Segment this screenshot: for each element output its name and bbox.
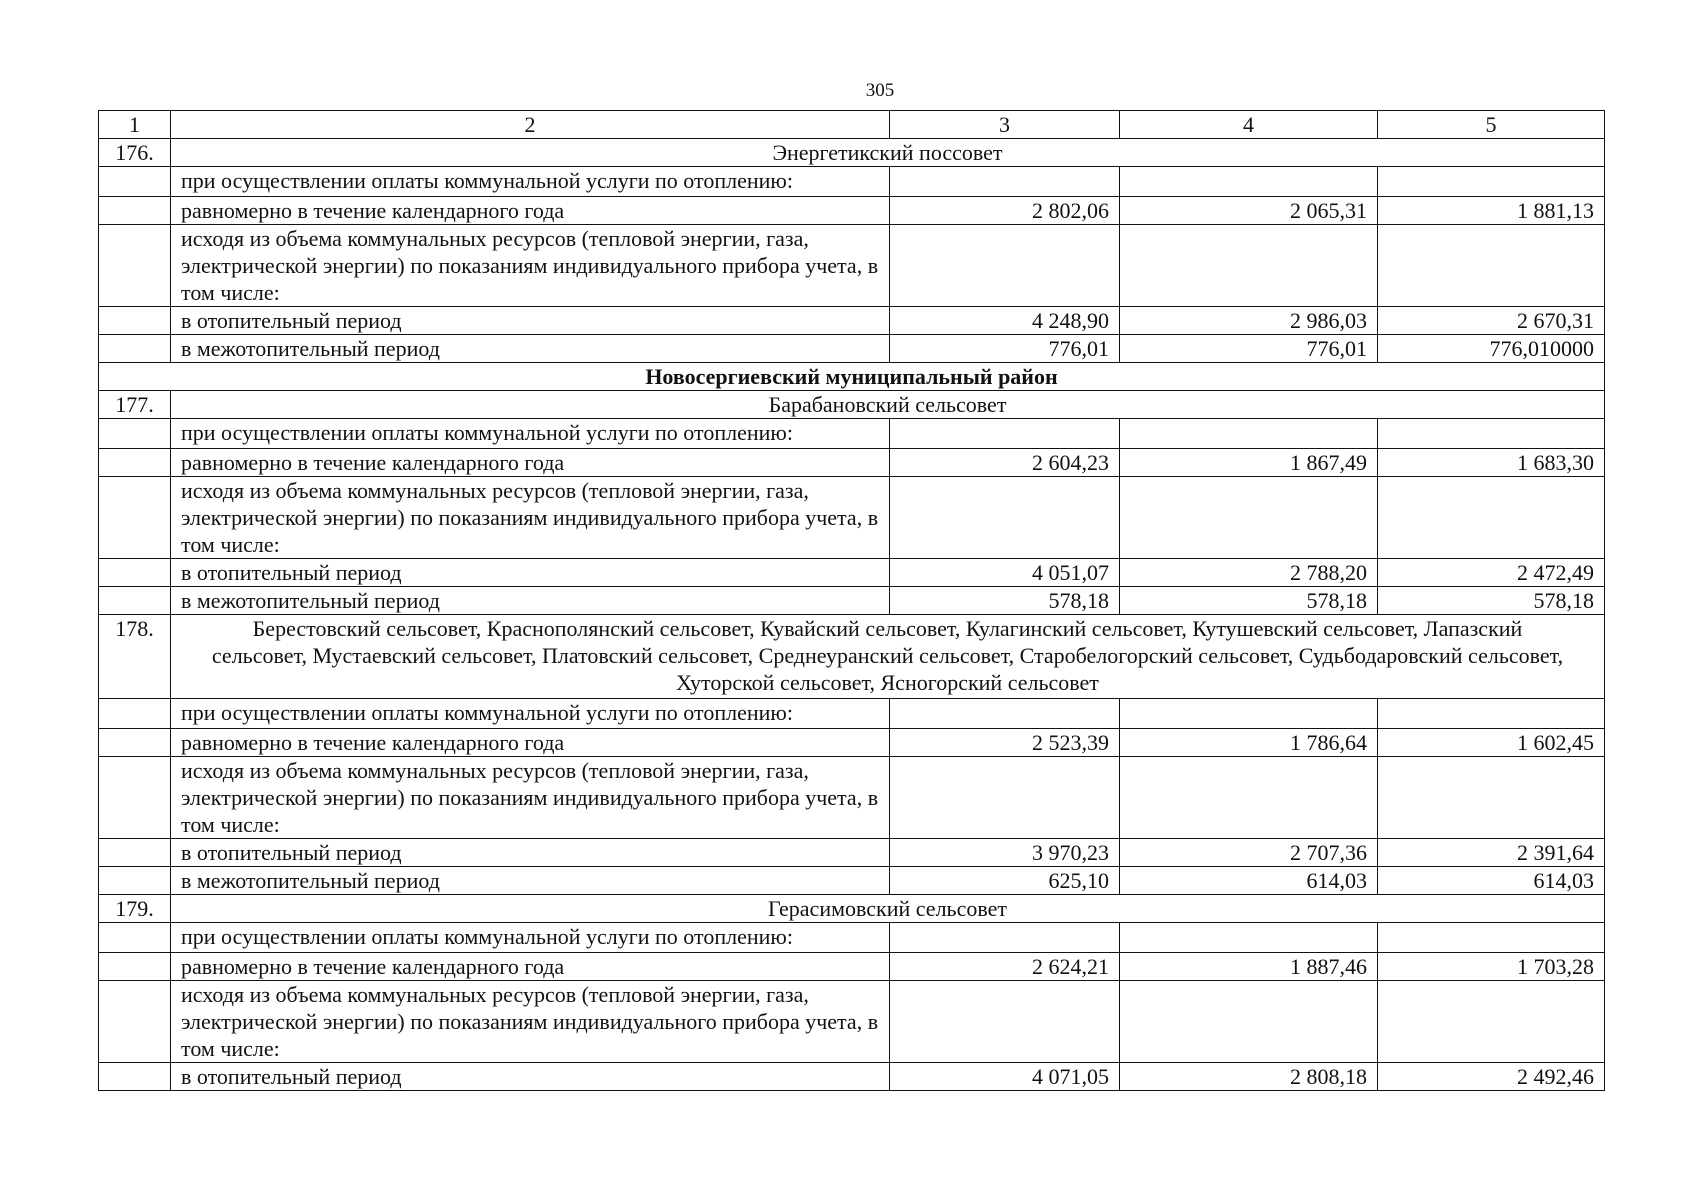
entry-number: 176.: [99, 139, 171, 167]
value-cell: 2 788,20: [1120, 559, 1378, 587]
header-row: [99, 111, 1605, 139]
value-cell: 625,10: [890, 867, 1120, 895]
value-cell: 776,01: [1120, 335, 1378, 363]
entry-number: 177.: [99, 391, 171, 419]
row-label: исходя из объема коммунальных ресурсов (тепловой энергии, газа, электрической энергии) по показаниям индивидуального прибора учета, в том числе:: [171, 225, 890, 307]
tariff-table: [98, 110, 1605, 1091]
value-cell: 2 707,36: [1120, 839, 1378, 867]
row-label: исходя из объема коммунальных ресурсов (тепловой энергии, газа, электрической энергии) по показаниям индивидуального прибора учета, в том числе:: [171, 757, 890, 839]
table-row: [99, 699, 1605, 729]
table-row: [99, 225, 1605, 307]
value-cell: 2 986,03: [1120, 307, 1378, 335]
value-cell: 2 802,06: [890, 197, 1120, 225]
row-label: в межотопительный период: [171, 335, 890, 363]
row-label: исходя из объема коммунальных ресурсов (тепловой энергии, газа, электрической энергии) по показаниям индивидуального прибора учета, в том числе:: [171, 477, 890, 559]
table-row: [99, 729, 1605, 757]
row-label: равномерно в течение календарного года: [171, 197, 890, 225]
value-cell: 578,18: [890, 587, 1120, 615]
row-label: при осуществлении оплаты коммунальной услуги по отоплению:: [171, 167, 890, 197]
entry-title-row: [99, 615, 1605, 699]
table-row: [99, 335, 1605, 363]
entry-name: Герасимовский сельсовет: [171, 895, 1605, 923]
value-cell: 2 492,46: [1378, 1063, 1605, 1091]
row-label: при осуществлении оплаты коммунальной услуги по отоплению:: [171, 923, 890, 953]
table-row: [99, 307, 1605, 335]
value-cell: 614,03: [1378, 867, 1605, 895]
value-cell: 578,18: [1378, 587, 1605, 615]
row-label: равномерно в течение календарного года: [171, 953, 890, 981]
header-cell: 5: [1378, 111, 1605, 139]
table-row: [99, 419, 1605, 449]
table-row: [99, 953, 1605, 981]
row-label: в отопительный период: [171, 1063, 890, 1091]
value-cell: 4 051,07: [890, 559, 1120, 587]
value-cell: 1 881,13: [1378, 197, 1605, 225]
district-row: [99, 363, 1605, 391]
value-cell: 2 604,23: [890, 449, 1120, 477]
row-label: в отопительный период: [171, 559, 890, 587]
row-label: равномерно в течение календарного года: [171, 729, 890, 757]
value-cell: 2 523,39: [890, 729, 1120, 757]
value-cell: 3 970,23: [890, 839, 1120, 867]
table-row: [99, 167, 1605, 197]
entry-number: 179.: [99, 895, 171, 923]
header-cell: 3: [890, 111, 1120, 139]
row-label: равномерно в течение календарного года: [171, 449, 890, 477]
row-label: при осуществлении оплаты коммунальной услуги по отоплению:: [171, 419, 890, 449]
row-label: в межотопительный период: [171, 867, 890, 895]
entry-name: Берестовский сельсовет, Краснополянский сельсовет, Кувайский сельсовет, Кулагинский сельсовет, Кутушевский сельсовет, Лапазский сельсовет, Мустаевский сельсовет, Платовский сельсовет, Среднеуранский сельсовет, Старобелогорский сельсовет, Судьбодаровский сельсовет, Хуторской сельсовет, Ясногорский сельсовет: [171, 615, 1605, 699]
value-cell: 2 808,18: [1120, 1063, 1378, 1091]
value-cell: 4 071,05: [890, 1063, 1120, 1091]
table-row: [99, 923, 1605, 953]
entry-title-row: [99, 139, 1605, 167]
entry-number: 178.: [99, 615, 171, 699]
table-row: [99, 449, 1605, 477]
value-cell: 2 670,31: [1378, 307, 1605, 335]
table-row: [99, 477, 1605, 559]
district-title: Новосергиевский муниципальный район: [99, 363, 1605, 391]
table-row: [99, 587, 1605, 615]
entry-name: Энергетикский поссовет: [171, 139, 1605, 167]
page-number: 305: [865, 80, 895, 101]
value-cell: 578,18: [1120, 587, 1378, 615]
value-cell: 776,01: [890, 335, 1120, 363]
row-label: при осуществлении оплаты коммунальной услуги по отоплению:: [171, 699, 890, 729]
table-row: [99, 867, 1605, 895]
entry-name: Барабановский сельсовет: [171, 391, 1605, 419]
header-cell: 4: [1120, 111, 1378, 139]
value-cell: 4 248,90: [890, 307, 1120, 335]
entry-title-row: [99, 391, 1605, 419]
row-label: в межотопительный период: [171, 587, 890, 615]
value-cell: 1 602,45: [1378, 729, 1605, 757]
value-cell: 1 867,49: [1120, 449, 1378, 477]
header-cell: 2: [171, 111, 890, 139]
table-row: [99, 757, 1605, 839]
value-cell: 1 786,64: [1120, 729, 1378, 757]
value-cell: 1 703,28: [1378, 953, 1605, 981]
row-label: в отопительный период: [171, 839, 890, 867]
table-row: [99, 839, 1605, 867]
table-row: [99, 981, 1605, 1063]
row-label: исходя из объема коммунальных ресурсов (тепловой энергии, газа, электрической энергии) по показаниям индивидуального прибора учета, в том числе:: [171, 981, 890, 1063]
value-cell: 2 065,31: [1120, 197, 1378, 225]
value-cell: 1 887,46: [1120, 953, 1378, 981]
table-row: [99, 1063, 1605, 1091]
entry-title-row: [99, 895, 1605, 923]
value-cell: 614,03: [1120, 867, 1378, 895]
value-cell: 776,010000: [1378, 335, 1605, 363]
value-cell: 2 624,21: [890, 953, 1120, 981]
table-row: [99, 197, 1605, 225]
value-cell: 2 391,64: [1378, 839, 1605, 867]
value-cell: 2 472,49: [1378, 559, 1605, 587]
header-cell: 1: [99, 111, 171, 139]
row-label: в отопительный период: [171, 307, 890, 335]
value-cell: 1 683,30: [1378, 449, 1605, 477]
table-row: [99, 559, 1605, 587]
